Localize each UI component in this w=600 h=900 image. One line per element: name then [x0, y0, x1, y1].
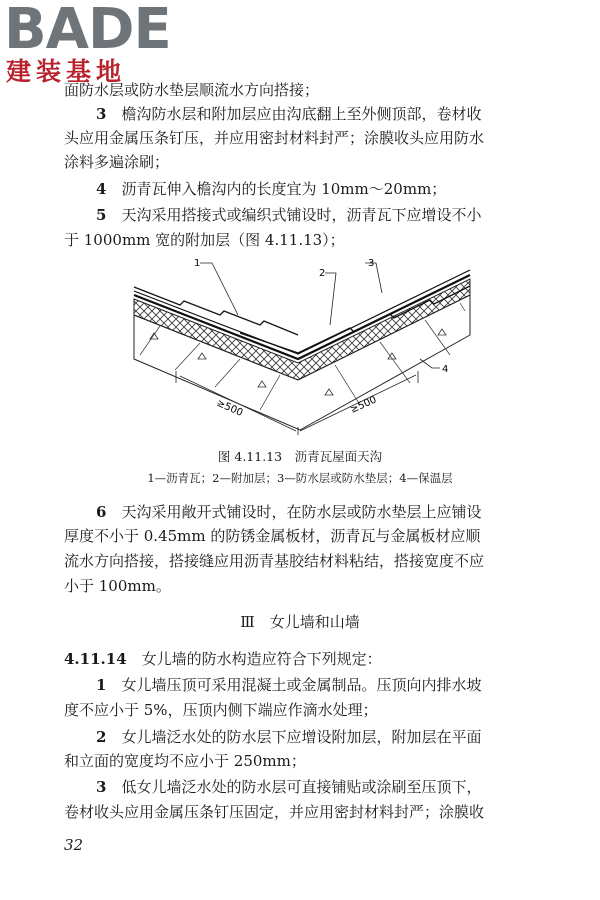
text-line: 涂料多遍涂刷； [64, 153, 170, 171]
text-line: 头应用金属压条钉压，并应用密封材料封严；涂膜收头应用防水 [64, 129, 485, 147]
clause-number: 4.11.14 [64, 650, 127, 668]
clause-text: 女儿墙的防水构造应符合下列规定： [141, 650, 382, 668]
item-number: 2 [96, 728, 107, 746]
list-item [96, 205, 481, 225]
text-line: 流水方向搭接，搭接缝应用沥青基胶结材料粘结，搭接宽度不应 [64, 552, 485, 570]
section-heading [0, 612, 600, 632]
list-item [96, 777, 481, 797]
list-item [96, 675, 481, 695]
text-line: 厚度不小于 0.45mm 的防锈金属板材，沥青瓦与金属板材应顺 [64, 527, 481, 545]
section-roman: Ⅲ [240, 613, 255, 631]
label-1: 1 [194, 258, 201, 269]
list-item [96, 502, 481, 522]
item-number: 3 [96, 778, 107, 796]
text-line: 面防水层或防水垫层顺流水方向搭接； [64, 81, 320, 99]
item-number: 5 [96, 206, 107, 224]
item-text: 女儿墙泛水处的防水层下应增设附加层，附加层在平面 [121, 728, 482, 746]
item-number: 4 [96, 180, 107, 198]
logo-main-text: BADE [4, 0, 171, 62]
item-number: 1 [96, 676, 107, 694]
item-text: 天沟采用敞开式铺设时，在防水层或防水垫层上应铺设 [121, 503, 482, 521]
dimension-right: ≥500 [348, 394, 379, 416]
label-4: 4 [442, 364, 449, 375]
label-2: 2 [319, 268, 326, 279]
gutter-diagram [120, 255, 480, 440]
item-text: 檐沟防水层和附加层应由沟底翻上至外侧顶部，卷材收 [121, 105, 482, 123]
dimension-left: ≥500 [214, 397, 245, 419]
item-number: 6 [96, 503, 107, 521]
item-text: 女儿墙压顶可采用混凝土或金属制品。压顶向内排水坡 [121, 676, 482, 694]
logo-sub-text: 建装基地 [6, 57, 127, 86]
text-line: 小于 100mm。 [64, 577, 171, 595]
item-number: 3 [96, 105, 107, 123]
figure-legend: 1—沥青瓦；2—附加层；3—防水层或防水垫层；4—保温层 [147, 471, 453, 485]
text-line: 度不应小于 5%，压顶内侧下端应作滴水处理； [64, 701, 378, 719]
item-text: 沥青瓦伸入檐沟内的长度宜为 10mm～20mm； [121, 180, 447, 198]
text-line: 卷材收头应用金属压条钉压固定，并应用密封材料封严；涂膜收 [64, 803, 485, 821]
list-item [96, 104, 481, 124]
item-text: 低女儿墙泛水处的防水层可直接铺贴或涂刷至压顶下， [121, 778, 482, 796]
label-3: 3 [368, 258, 375, 269]
page-number: 32 [64, 836, 84, 854]
text-line: 于 1000mm 宽的附加层（图 4.11.13）； [64, 231, 345, 249]
text-line: 和立面的宽度均不应小于 250mm； [64, 752, 306, 770]
figure-caption: 图 4.11.13 沥青瓦屋面天沟 [217, 449, 383, 464]
item-text: 天沟采用搭接式或编织式铺设时，沥青瓦下应增设不小 [121, 206, 482, 224]
clause-heading [64, 649, 382, 669]
list-item [96, 727, 481, 747]
section-title: 女儿墙和山墙 [269, 613, 360, 631]
list-item [96, 179, 446, 199]
